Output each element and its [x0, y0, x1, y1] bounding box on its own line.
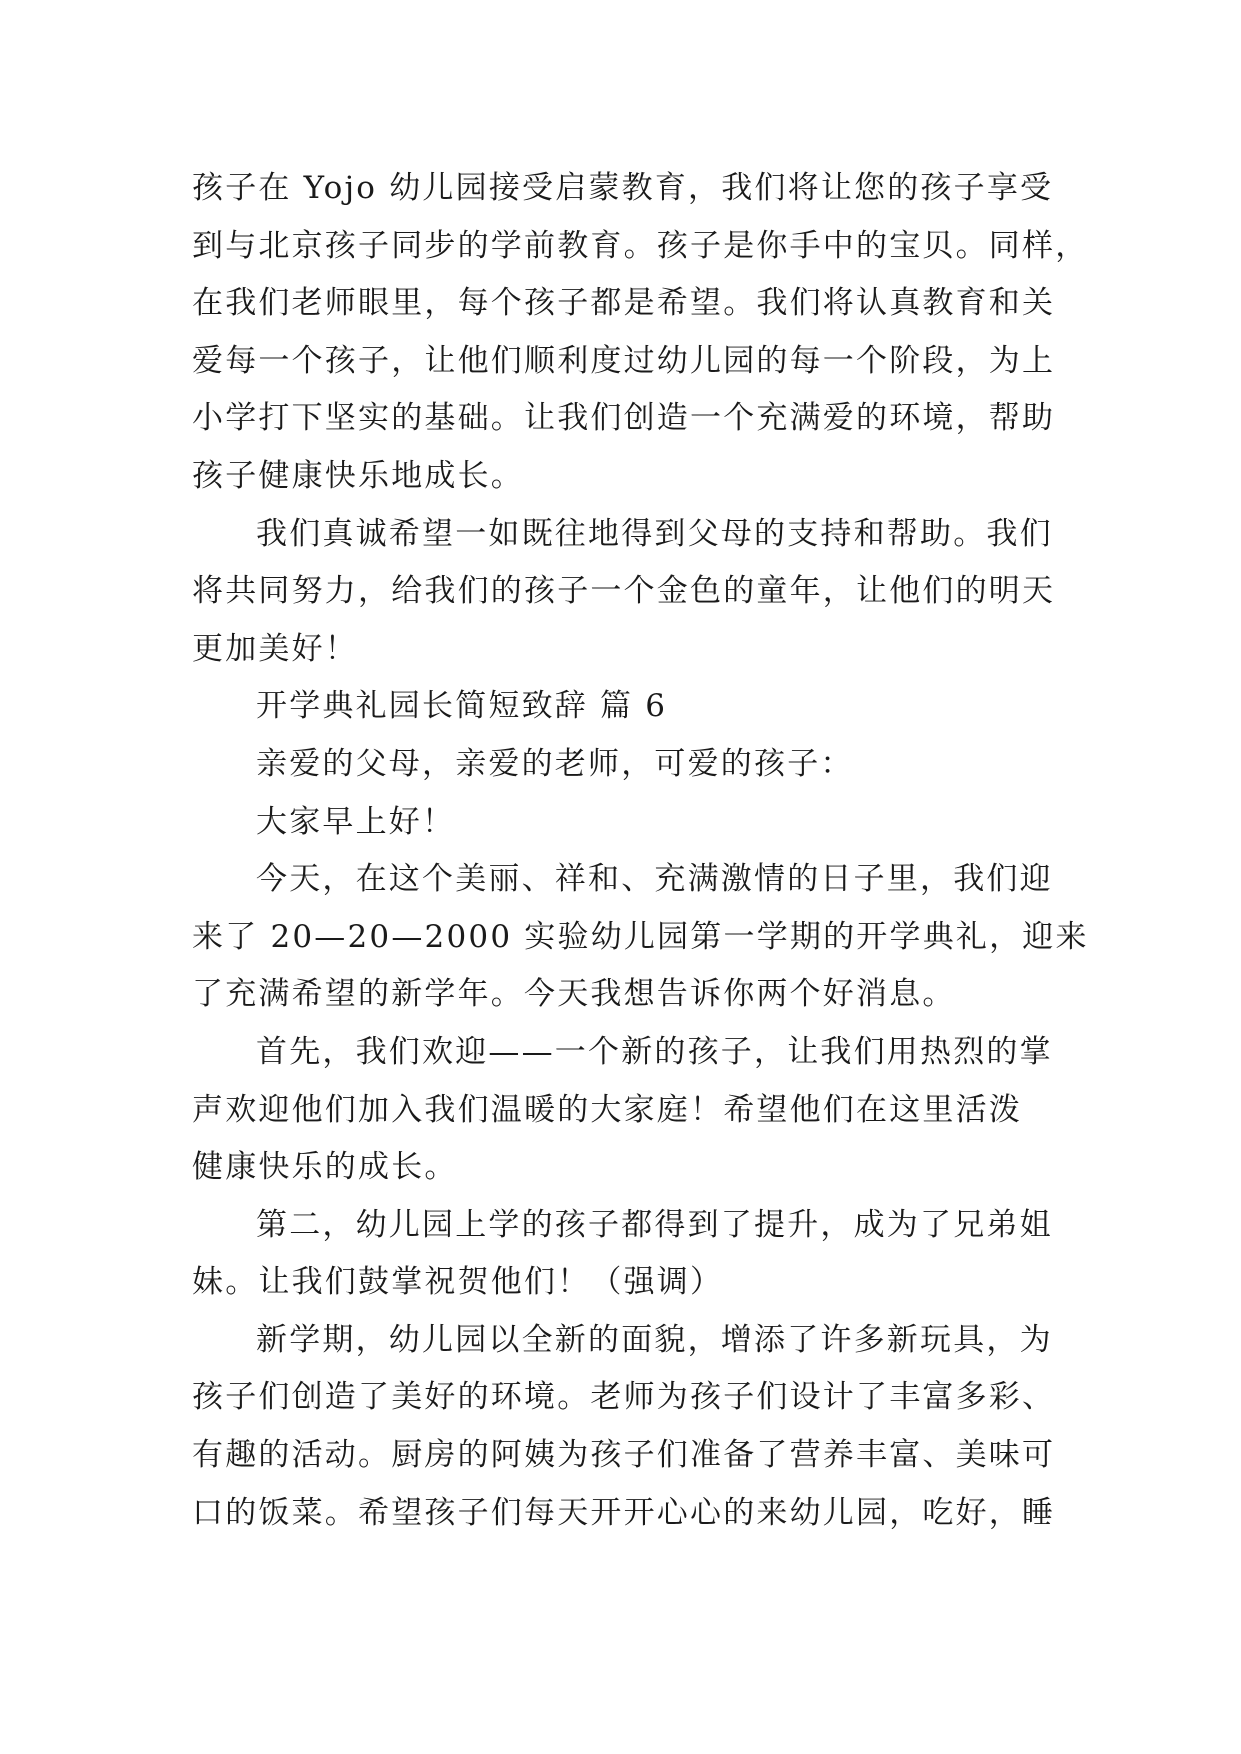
- text-line: 大家早上好！: [256, 803, 456, 840]
- text-line: 今天，在这个美丽、祥和、充满激情的日子里，我们迎: [256, 861, 1053, 898]
- text-line: 到与北京孩子同步的学前教育。孩子是你手中的宝贝。同样，: [192, 227, 1089, 264]
- text-line: 第二，幼儿园上学的孩子都得到了提升，成为了兄弟姐: [256, 1206, 1053, 1243]
- text-line: 爱每一个孩子，让他们顺利度过幼儿园的每一个阶段，为上: [192, 342, 1056, 379]
- text-line: 健康快乐的成长。: [192, 1149, 458, 1186]
- text-line: 孩子在 Yojo 幼儿园接受启蒙教育，我们将让您的孩子享受: [192, 170, 1054, 206]
- text-line: 妹。让我们鼓掌祝贺他们！（强调）: [192, 1264, 724, 1301]
- text-line: 更加美好！: [192, 630, 358, 667]
- text-line: 在我们老师眼里，每个孩子都是希望。我们将认真教育和关: [192, 285, 1056, 322]
- text-line: 开学典礼园长简短致辞 篇 6: [256, 688, 668, 725]
- text-line: 孩子健康快乐地成长。: [192, 457, 524, 494]
- text-line: 将共同努力，给我们的孩子一个金色的童年，让他们的明天: [192, 573, 1056, 610]
- text-line: 有趣的活动。厨房的阿姨为孩子们准备了营养丰富、美味可: [192, 1437, 1056, 1474]
- text-line: 了充满希望的新学年。今天我想告诉你两个好消息。: [192, 976, 956, 1013]
- document-body: [192, 160, 1089, 1542]
- text-line: 新学期，幼儿园以全新的面貌，增添了许多新玩具，为: [256, 1321, 1053, 1358]
- text-line: 小学打下坚实的基础。让我们创造一个充满爱的环境，帮助: [192, 400, 1056, 437]
- text-line: 首先，我们欢迎——一个新的孩子，让我们用热烈的掌: [256, 1033, 1053, 1070]
- text-line: 孩子们创造了美好的环境。老师为孩子们设计了丰富多彩、: [192, 1379, 1056, 1416]
- text-line: 我们真诚希望一如既往地得到父母的支持和帮助。我们: [256, 515, 1053, 552]
- text-line: 来了 20—20—2000 实验幼儿园第一学期的开学典礼，迎来: [192, 918, 1089, 955]
- text-line: 口的饭菜。希望孩子们每天开开心心的来幼儿园，吃好，睡: [192, 1494, 1056, 1531]
- text-line: 亲爱的父母，亲爱的老师，可爱的孩子：: [256, 745, 854, 782]
- text-line: 声欢迎他们加入我们温暖的大家庭！希望他们在这里活泼: [192, 1091, 1022, 1128]
